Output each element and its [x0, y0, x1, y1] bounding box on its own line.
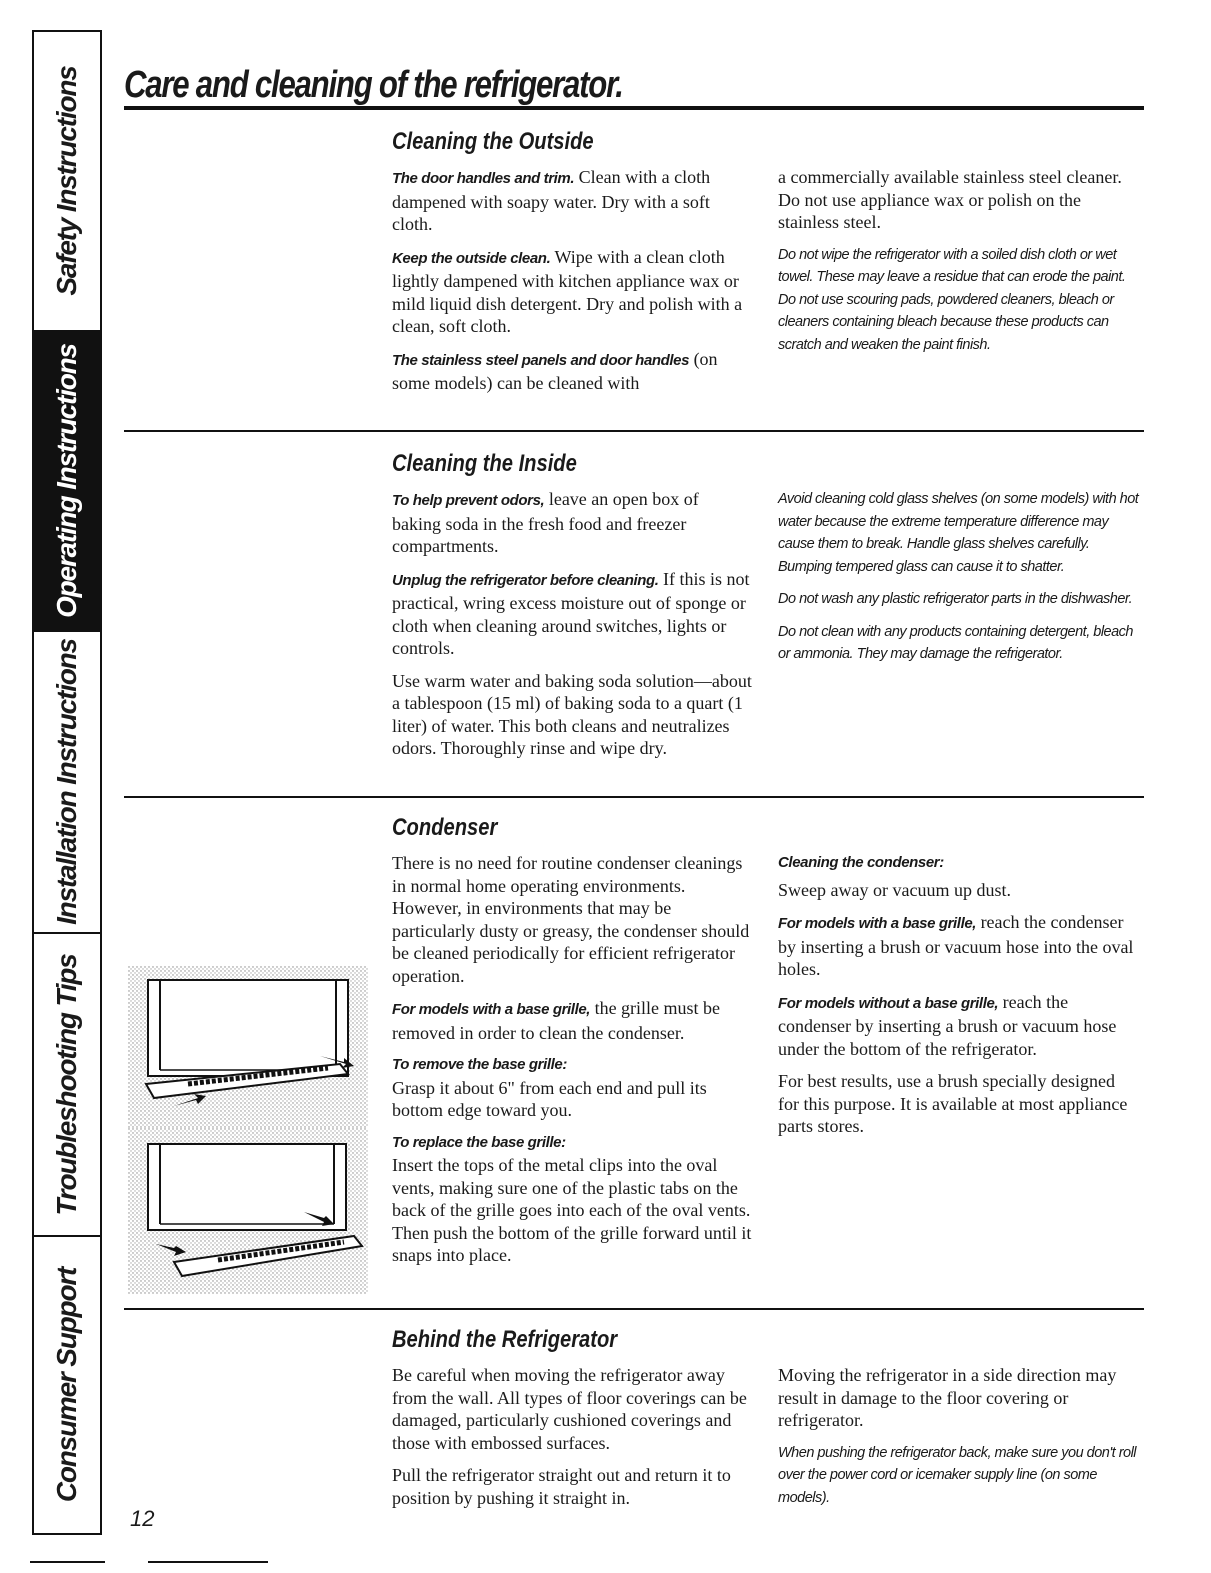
inside-p3: Use warm water and baking soda solution—about a tablespoon (15 ml) of baking soda to a quart (1 liter) of water. This both cleans and neutralizes odors. Thoroughly rinse and wipe dry.: [392, 670, 752, 758]
cleaning-condenser-heading: Cleaning the condenser:: [778, 854, 944, 871]
behind-right-p1: Moving the refrigerator in a side direction may result in damage to the floor covering or refrigerator.: [778, 1365, 1117, 1430]
inside-note-glass: Avoid cleaning cold glass shelves (on some models) with hot water because the extreme temperature difference may cause them to break. Handle glass shelves carefully. Bumping tempered glass can cause it to shatter.: [778, 491, 1139, 575]
outside-right-p1: a commercially available stainless steel cleaner. Do not use appliance wax or polish on the stainless steel.: [778, 167, 1122, 232]
condenser-right-column: [778, 852, 1140, 1148]
footer-mark: [30, 1561, 105, 1563]
inside-left-column: [392, 488, 752, 770]
heading-cleaning-outside: Cleaning the Outside: [392, 128, 594, 155]
behind-p1: Be careful when moving the refrigerator away from the wall. All types of floor coverings can be damaged, particularly cushioned coverings and those with embossed surfaces.: [392, 1365, 747, 1453]
outside-p1: The door handles and trim. Clean with a cloth dampened with soapy water. Dry with a soft cloth.: [392, 167, 711, 234]
inside-p2: Unplug the refrigerator before cleaning. If this is not practical, wring excess moisture out of sponge or cloth when cleaning around switches, lights or controls.: [392, 568, 750, 658]
condenser-left-column: [392, 852, 752, 1277]
outside-warning-note: Do not wipe the refrigerator with a soiled dish cloth or wet towel. These may leave a residue that can erode the paint. Do not use scouring pads, powdered cleaners, bleach or cleaners containing bleach because these products can scratch and weaken the paint finish.: [778, 246, 1126, 353]
outside-left-column: [392, 166, 752, 405]
inside-note-dishwasher: Do not wash any plastic refrigerator parts in the dishwasher.: [778, 591, 1133, 607]
page-title: Care and cleaning of the refrigerator.: [124, 64, 623, 106]
heading-behind-refrigerator: Behind the Refrigerator: [392, 1326, 618, 1353]
section-divider: [124, 430, 1144, 432]
condenser-p2: For models with a base grille, the grille must be removed in order to clean the condenser.: [392, 998, 721, 1043]
inside-note-products: Do not clean with any products containing detergent, bleach or ammonia. They may damage the refrigerator.: [778, 623, 1133, 662]
condenser-p1: There is no need for routine condenser cleanings in normal home operating environments. However, in environments that may be particularly dusty or greasy, the condenser should be cleaned periodically for efficient refrigerator operation.: [392, 853, 750, 986]
remove-base-grille-illustration: [128, 966, 368, 1128]
condenser-right-p2: For models with a base grille, reach the condenser by inserting a brush or vacuum hose into the oval holes.: [778, 912, 1134, 979]
tab-consumer-support[interactable]: Consumer Support: [51, 1267, 82, 1503]
condenser-right-p3: For models without a base grille, reach the condenser by inserting a brush or vacuum hose under the bottom of the refrigerator.: [778, 991, 1117, 1059]
inside-p1: To help prevent odors, leave an open box of baking soda in the fresh food and freezer compartments.: [392, 489, 699, 556]
inside-right-column: [778, 488, 1140, 676]
outside-p2: Keep the outside clean. Wipe with a clean cloth lightly dampened with kitchen appliance wax or mild liquid dish detergent. Dry and polish with a clean, soft cloth.: [392, 246, 743, 336]
heading-cleaning-inside: Cleaning the Inside: [392, 450, 577, 477]
behind-p2: Pull the refrigerator straight out and return it to position by pushing it straight in.: [392, 1465, 731, 1508]
footer-mark: [148, 1561, 268, 1563]
tab-operating-instructions[interactable]: Operating Instructions: [34, 332, 100, 632]
behind-right-column: [778, 1364, 1140, 1519]
tab-safety-instructions[interactable]: Safety Instructions: [34, 32, 100, 332]
page-number: 12: [130, 1506, 155, 1531]
remove-grille-instructions: To remove the base grille: Grasp it about 6" from each end and pull its bottom edge toward you.: [392, 1056, 707, 1120]
title-rule: [124, 106, 1144, 110]
section-divider: [124, 796, 1144, 798]
condenser-right-p1: Sweep away or vacuum up dust.: [778, 879, 1011, 900]
heading-condenser: Condenser: [392, 814, 498, 841]
behind-warning-note: When pushing the refrigerator back, make sure you don't roll over the power cord or icemaker supply line (on some models).: [778, 1444, 1137, 1506]
section-divider: [124, 1308, 1144, 1310]
condenser-right-p4: For best results, use a brush specially designed for this purpose. It is available at most appliance parts stores.: [778, 1071, 1128, 1136]
behind-left-column: [392, 1364, 752, 1519]
outside-right-column: [778, 166, 1140, 366]
tab-installation-instructions[interactable]: Installation Instructions: [34, 632, 100, 934]
replace-base-grille-illustration: [128, 1128, 368, 1294]
section-tab-bar: [32, 30, 102, 1535]
outside-p3: The stainless steel panels and door handles (on some models) can be cleaned with: [392, 348, 718, 393]
replace-grille-instructions: To replace the base grille: Insert the tops of the metal clips into the oval vents, making sure one of the plastic tabs on the back of the grille goes into each of the oval vents. Then push the bottom of the grille forward until it snaps into place.: [392, 1133, 752, 1265]
tab-troubleshooting-tips[interactable]: Troubleshooting Tips: [34, 934, 100, 1237]
